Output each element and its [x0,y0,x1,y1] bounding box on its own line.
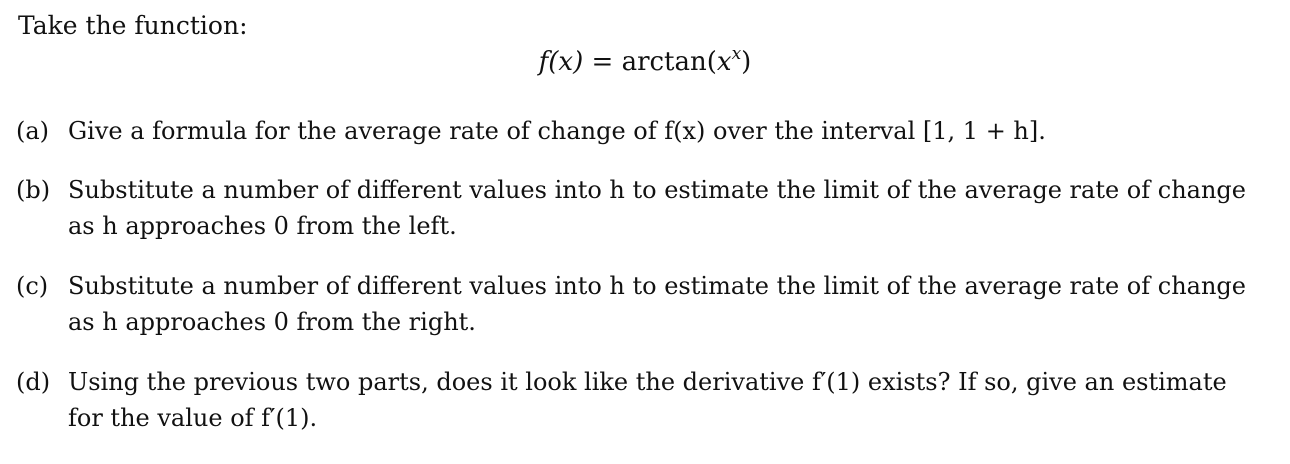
question-part-a [16,113,1278,149]
equation-equals: = [591,47,614,77]
equation-func: arctan( [621,47,717,77]
part-b-line-2: as h approaches 0 from the left. [68,212,457,240]
intro-text: Take the function: [18,11,248,40]
equation-base: x [716,47,732,77]
part-label: (d) [16,368,51,396]
part-label: (b) [16,176,51,204]
question-part-c [16,268,1278,340]
part-d-line-1: Using the previous two parts, does it look like the derivative f′(1) exists? If so, give an estimate [68,368,1227,396]
part-a-line-1: Give a formula for the average rate of change of f(x) over the interval [1, 1 + h]. [68,117,1046,145]
equation-lhs: f(x) [538,47,584,77]
question-part-d [16,364,1278,436]
part-label: (c) [16,272,49,300]
part-c-line-2: as h approaches 0 from the right. [68,308,476,336]
equation-close: ) [741,47,752,77]
part-d-line-2: for the value of f′(1). [68,404,318,432]
question-part-b [16,172,1278,244]
function-equation [0,45,1290,79]
equation-exponent: x [731,44,742,64]
part-label: (a) [16,117,50,145]
part-b-line-1: Substitute a number of different values into h to estimate the limit of the average rate of change [68,176,1246,204]
part-c-line-1: Substitute a number of different values into h to estimate the limit of the average rate of change [68,272,1246,300]
